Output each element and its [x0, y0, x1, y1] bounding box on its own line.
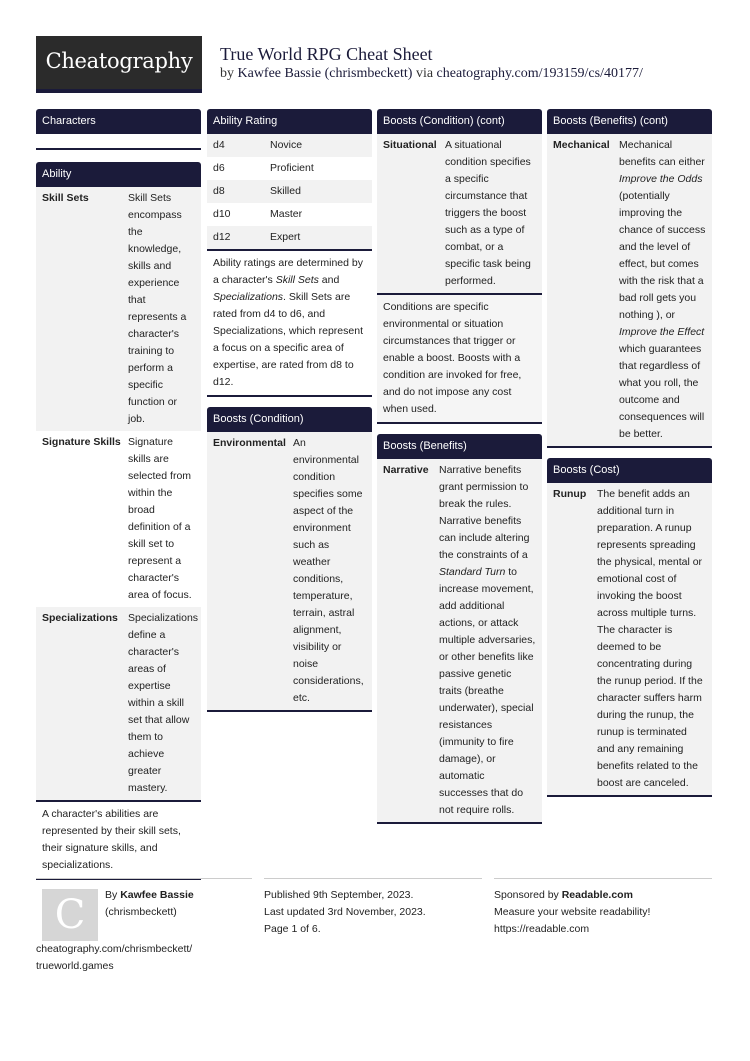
row-key: Situational	[383, 139, 437, 151]
sponsor-name-link[interactable]: Readable.com	[561, 889, 633, 901]
section-title: Ability	[36, 162, 201, 187]
section-boosts-condition-cont	[377, 109, 542, 424]
row-value: Master	[270, 208, 303, 220]
table-row	[207, 157, 372, 180]
row-key: Narrative	[383, 464, 429, 476]
row-key: Environmental	[213, 437, 286, 449]
note-text: . Skill Sets are rated from d4 to d6, and Specializations, which represent a focus on a specific area of expertise, are rated from d8 to d12.	[213, 291, 363, 388]
section-note: Conditions are specific environmental or situation circumstances that trigger or enable a boost. Boosts with a condition are invoked for free, and do not impose any cost when used.	[377, 293, 542, 422]
byline-via: via	[415, 66, 434, 81]
section-ability	[36, 162, 201, 880]
published-date: Published 9th September, 2023.	[264, 889, 414, 901]
row-value: Expert	[270, 231, 301, 243]
section-title: Ability Rating	[207, 109, 372, 134]
row-key: Skill Sets	[42, 192, 89, 204]
sponsor-tagline: Measure your website readability!	[494, 906, 651, 918]
sheet-url-link[interactable]: cheatography.com/193159/cs/40177/	[436, 66, 643, 81]
section-boosts-benefits	[377, 434, 542, 824]
section-title: Boosts (Condition)	[207, 407, 372, 432]
footer-sponsor	[494, 878, 712, 938]
row-key: Runup	[553, 488, 587, 500]
section-title: Boosts (Benefits) (cont)	[547, 109, 712, 134]
column-2	[207, 109, 372, 722]
row-value: Proficient	[270, 162, 314, 174]
table-row	[207, 226, 372, 249]
row-key: d10	[213, 208, 231, 220]
value-italic: Improve the Odds	[619, 173, 703, 185]
section-boosts-condition	[207, 407, 372, 712]
table-row	[207, 203, 372, 226]
value-text: to increase movement, add additional actions, or attack multiple adversaries, or other benefits like passive genetic traits (breathe underwater), special resistances (immunity to fire damage), or automatic successes that do not require rolls.	[439, 566, 536, 816]
footer-author	[36, 878, 252, 988]
value-text: Narrative benefits grant permission to break the rules. Narrative benefits can include altering the constraints of a	[439, 464, 530, 561]
section-body-empty	[36, 134, 201, 148]
row-value: Signature skills are selected from within the broad definition of a skill set to represent a character's area of focus.	[128, 436, 192, 601]
value-text: Mechanical benefits can either	[619, 139, 705, 168]
note-text: Ability ratings are determined by a character's	[213, 257, 363, 286]
avatar: C	[42, 889, 98, 941]
row-key: Mechanical	[553, 139, 610, 151]
row-value: An environmental condition specifies some aspect of the environment such as weather conditions, temperature, terrain, astral alignment, visibility or noise considerations, etc.	[293, 437, 364, 704]
author-link-2[interactable]: trueworld.games	[36, 960, 114, 972]
row-value: A situational condition specifies a specific circumstance that triggers the boost such as a type of combat, or a specific task being performed.	[445, 139, 531, 287]
row-value: Novice	[270, 139, 303, 151]
author-info	[105, 887, 252, 921]
logo-text: Cheatography	[45, 49, 193, 73]
column-3	[377, 109, 542, 834]
note-italic: Specializations	[213, 291, 284, 303]
row-value: Skill Sets encompass the knowledge, skills and experience that represents a character's training to perform a specific function or job.	[128, 192, 187, 425]
section-title: Boosts (Condition) (cont)	[377, 109, 542, 134]
table-row	[377, 134, 542, 293]
note-italic: Skill Sets	[275, 274, 319, 286]
footer-dates	[264, 878, 482, 938]
row-value	[619, 137, 706, 443]
column-1	[36, 109, 201, 890]
column-4	[547, 109, 712, 807]
row-value: Skilled	[270, 185, 301, 197]
author-link-1[interactable]: cheatography.com/chrismbeckett/	[36, 943, 193, 955]
section-characters	[36, 109, 201, 150]
author-link[interactable]: Kawfee Bassie (chrismbeckett)	[237, 66, 413, 81]
author-line	[105, 887, 252, 904]
table-row	[547, 134, 712, 446]
by-label: By	[105, 889, 118, 901]
author-handle: (chrismbeckett)	[105, 906, 177, 918]
byline	[220, 66, 643, 82]
section-title: Boosts (Cost)	[547, 458, 712, 483]
section-boosts-cost	[547, 458, 712, 797]
sponsored-label: Sponsored by	[494, 889, 562, 901]
value-italic: Standard Turn	[439, 566, 506, 578]
value-italic: Improve the Effect	[619, 326, 705, 338]
row-key: Signature Skills	[42, 436, 121, 448]
row-key: Specializations	[42, 612, 118, 624]
value-text: (potentially improving the chance of success and the level of effect, but comes with the risk that a bad roll gets you nothing ), or	[619, 190, 706, 321]
section-ability-rating	[207, 109, 372, 397]
row-key: d4	[213, 139, 225, 151]
row-value: Specializations define a character's areas of expertise within a skill set that allow them to achieve greater mastery.	[128, 612, 199, 794]
row-key: d8	[213, 185, 225, 197]
byline-by: by	[220, 66, 234, 81]
table-row	[547, 483, 712, 795]
table-row	[36, 187, 201, 431]
footer	[36, 878, 712, 988]
table-row	[207, 180, 372, 203]
sponsor-line	[494, 887, 712, 904]
sponsor-url-link[interactable]: https://readable.com	[494, 923, 590, 935]
table-row	[36, 431, 201, 607]
author-name-link[interactable]: Kawfee Bassie	[120, 889, 194, 901]
section-note	[207, 249, 372, 395]
section-boosts-benefits-cont	[547, 109, 712, 448]
table-row	[377, 459, 542, 822]
page-title: True World RPG Cheat Sheet	[220, 44, 433, 64]
value-text: which guarantees that regardless of what you roll, the outcome and consequences will be better.	[619, 343, 705, 440]
section-title: Boosts (Benefits)	[377, 434, 542, 459]
page-number: Page 1 of 6.	[264, 923, 321, 935]
cheatography-logo[interactable]	[36, 36, 202, 93]
row-key: d12	[213, 231, 231, 243]
row-value	[439, 462, 536, 819]
updated-date: Last updated 3rd November, 2023.	[264, 906, 426, 918]
table-row	[207, 134, 372, 157]
row-value: The benefit adds an additional turn in preparation. A runup represents spreading the physical, mental or emotional cost of invoking the boost across multiple turns. The character is deemed to be concentrating during the runup period. If the character suffers harm during the runup, the runup is terminated and any remaining benefits related to the boost are canceled.	[597, 488, 703, 789]
row-key: d6	[213, 162, 225, 174]
section-title: Characters	[36, 109, 201, 134]
table-row	[36, 607, 201, 800]
table-row	[207, 432, 372, 710]
section-note: A character's abilities are represented by their skill sets, their signature skills, and specializations.	[36, 800, 201, 878]
note-text: and	[318, 274, 340, 286]
